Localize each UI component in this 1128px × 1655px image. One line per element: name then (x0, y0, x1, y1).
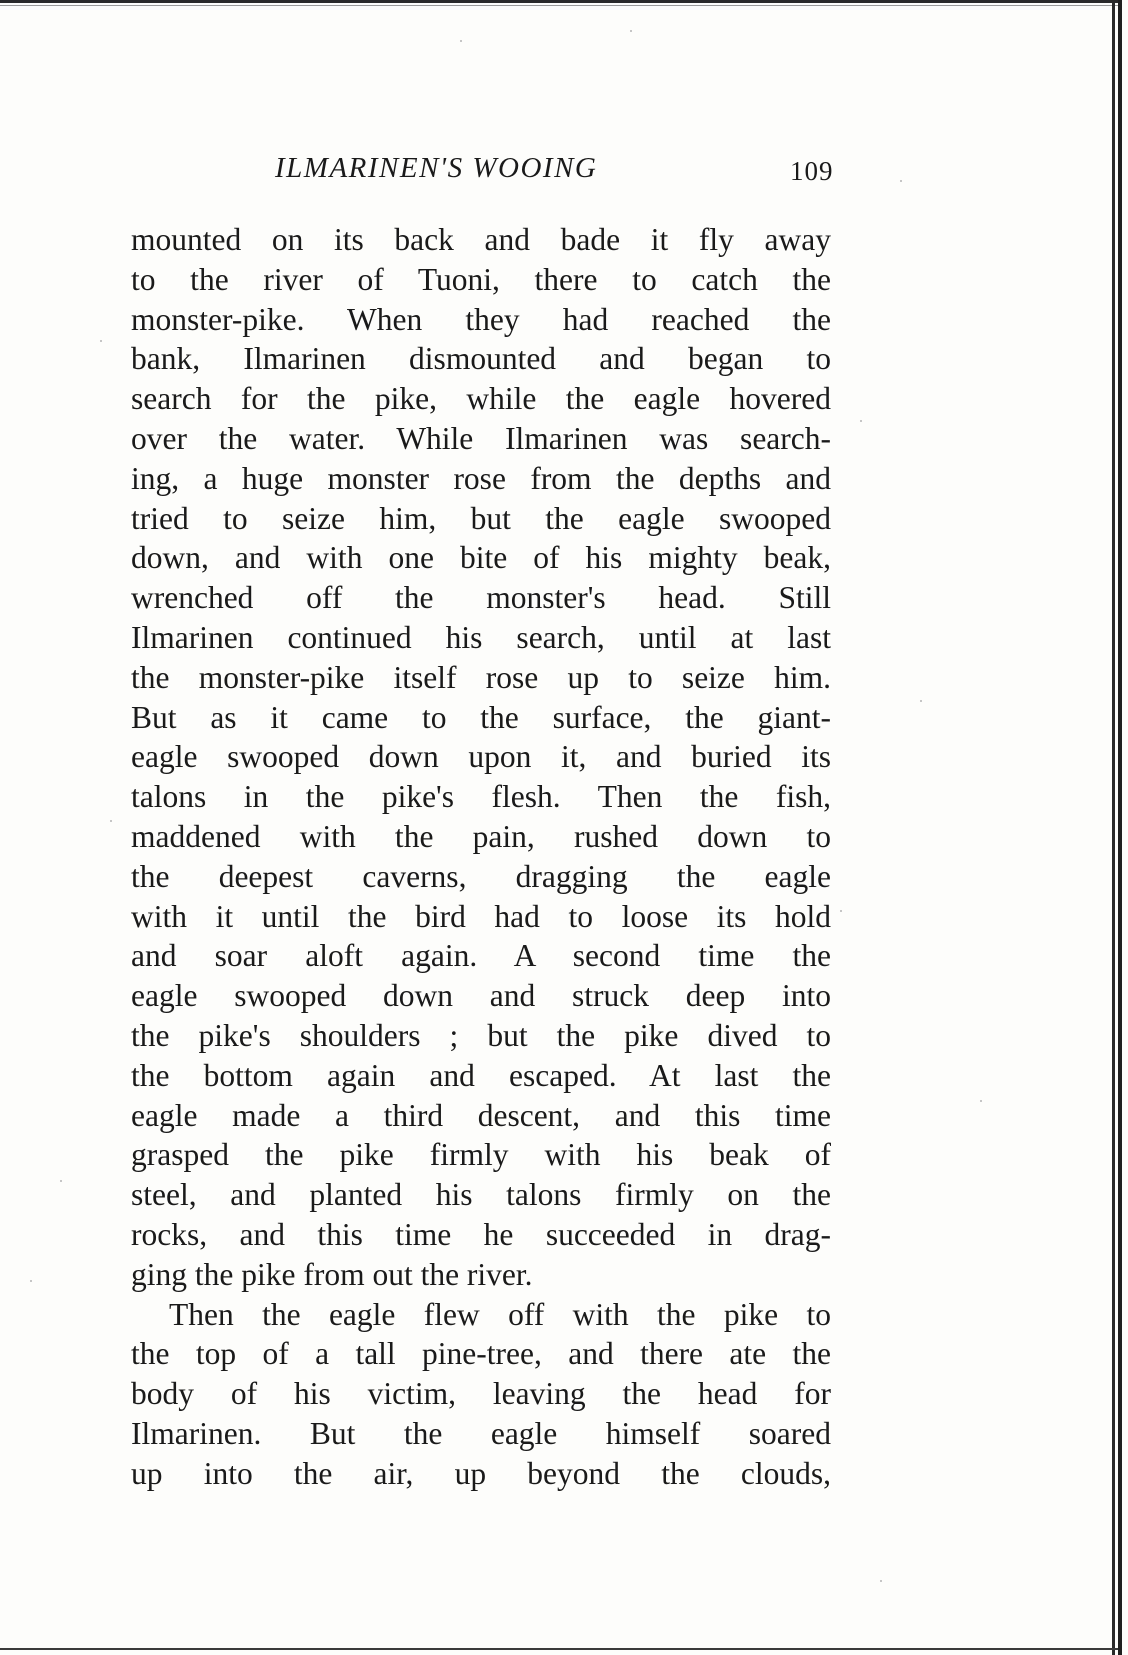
text-line: grasped the pike firmly with his beak of (131, 1137, 831, 1173)
paper-speck (880, 1580, 882, 1582)
text-line: the monster-pike itself rose up to seize him. (131, 659, 831, 695)
paper-speck (860, 420, 862, 422)
paper-speck (980, 1100, 982, 1102)
top-border-thin-rule (0, 5, 1118, 6)
paper-speck (30, 1280, 32, 1282)
text-line: ging the pike from out the river. (131, 1256, 533, 1292)
text-line: to the river of Tuoni, there to catch the (131, 261, 831, 297)
text-line: the top of a tall pine-tree, and there ate the (131, 1336, 831, 1372)
right-border-rule (1112, 0, 1115, 1655)
paper-speck (630, 30, 632, 32)
paper-speck (100, 340, 102, 342)
text-line: mounted on its back and bade it fly away (131, 222, 831, 257)
top-border-rule (0, 0, 1118, 3)
text-line: body of his victim, leaving the head for (131, 1376, 831, 1412)
text-line: the pike's shoulders ; but the pike dived to (131, 1017, 831, 1053)
text-line: rocks, and this time he succeeded in drag- (131, 1216, 831, 1252)
text-line: eagle made a third descent, and this time (131, 1097, 831, 1133)
paper-speck (460, 40, 462, 42)
text-line: ing, a huge monster rose from the depths and (131, 460, 831, 496)
text-line: Then the eagle flew off with the pike to (169, 1296, 831, 1332)
page-number: 109 (790, 156, 834, 186)
paper-speck (60, 1180, 62, 1182)
paper-speck (110, 820, 112, 822)
paper-speck (920, 700, 922, 702)
running-head-title: ILMARINEN'S WOOING (275, 152, 598, 184)
text-line: Ilmarinen. But the eagle himself soared (131, 1415, 831, 1451)
text-line: search for the pike, while the eagle hovered (131, 381, 831, 417)
text-line: talons in the pike's flesh. Then the fish, (131, 779, 831, 815)
text-line: eagle swooped down upon it, and buried its (131, 739, 831, 775)
body-text (131, 220, 831, 1494)
text-line: But as it came to the surface, the giant- (131, 699, 831, 735)
text-line: up into the air, up beyond the clouds, (131, 1455, 831, 1491)
paragraph-1 (131, 220, 831, 1295)
text-line: with it until the bird had to loose its hold (131, 898, 831, 934)
text-line: the bottom again and escaped. At last the (131, 1057, 831, 1093)
text-line: maddened with the pain, rushed down to (131, 818, 831, 854)
text-line: the deepest caverns, dragging the eagle (131, 858, 831, 894)
text-line: and soar aloft again. A second time the (131, 938, 831, 974)
text-line: down, and with one bite of his mighty beak, (131, 540, 831, 576)
paragraph-2 (131, 1295, 831, 1494)
text-line: wrenched off the monster's head. Still (131, 580, 831, 616)
text-line: tried to seize him, but the eagle swooped (131, 500, 831, 536)
paper-speck (840, 910, 842, 912)
bottom-border-rule (0, 1648, 1118, 1650)
text-line: over the water. While Ilmarinen was search- (131, 420, 831, 456)
paper-speck (900, 180, 902, 182)
text-line: Ilmarinen continued his search, until at last (131, 619, 831, 655)
text-line: monster-pike. When they had reached the (131, 301, 831, 337)
right-edge-shadow (1118, 0, 1122, 1655)
text-line: bank, Ilmarinen dismounted and began to (131, 341, 831, 377)
text-line: steel, and planted his talons firmly on the (131, 1177, 831, 1213)
text-line: eagle swooped down and struck deep into (131, 978, 831, 1014)
